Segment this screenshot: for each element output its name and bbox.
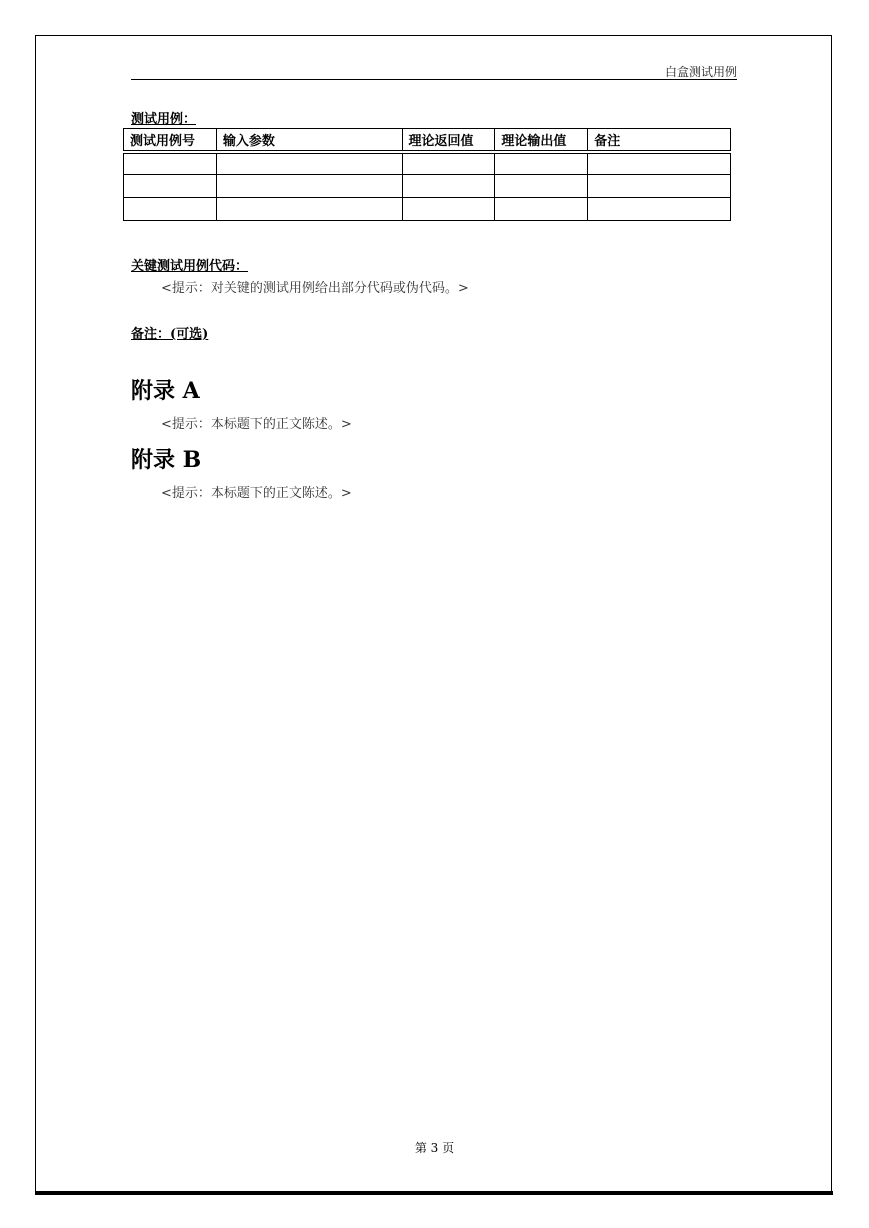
table-cell [495,175,588,198]
column-header-expected-return: 理论返回值 [402,129,495,152]
table-cell [495,198,588,221]
table-row [124,198,731,221]
column-header-expected-output: 理论输出值 [495,129,588,152]
table-row [124,152,731,175]
table-cell [124,152,217,175]
table-cell [124,198,217,221]
table-cell [216,175,402,198]
table-cell [588,175,731,198]
table-cell [588,152,731,175]
table-row [124,175,731,198]
column-header-case-id: 测试用例号 [124,129,217,152]
page-header-title: 白盒测试用例 [664,65,737,79]
table-cell [495,152,588,175]
table-cell [216,198,402,221]
header-divider [131,79,737,80]
column-header-input-params: 输入参数 [216,129,402,152]
table-cell [124,175,217,198]
appendix-b-heading: 附录 B [131,447,202,473]
column-header-remarks: 备注 [588,129,731,152]
remarks-label: 备注：(可选) [131,327,209,342]
bottom-rule [35,1191,833,1195]
key-code-label: 关键测试用例代码： [131,259,249,274]
table-cell [216,152,402,175]
page-number: 第 3 页 [414,1141,455,1155]
appendix-a-heading: 附录 A [131,378,200,404]
test-cases-label: 测试用例： [131,112,197,127]
table-header-row [124,129,731,152]
test-case-table [123,128,731,221]
table-cell [402,198,495,221]
key-code-hint: <提示：对关键的测试用例给出部分代码或伪代码。> [161,281,469,296]
table-cell [588,198,731,221]
table-cell [402,175,495,198]
appendix-a-hint: <提示：本标题下的正文陈述。> [161,417,352,432]
table-cell [402,152,495,175]
appendix-b-hint: <提示：本标题下的正文陈述。> [161,486,352,501]
